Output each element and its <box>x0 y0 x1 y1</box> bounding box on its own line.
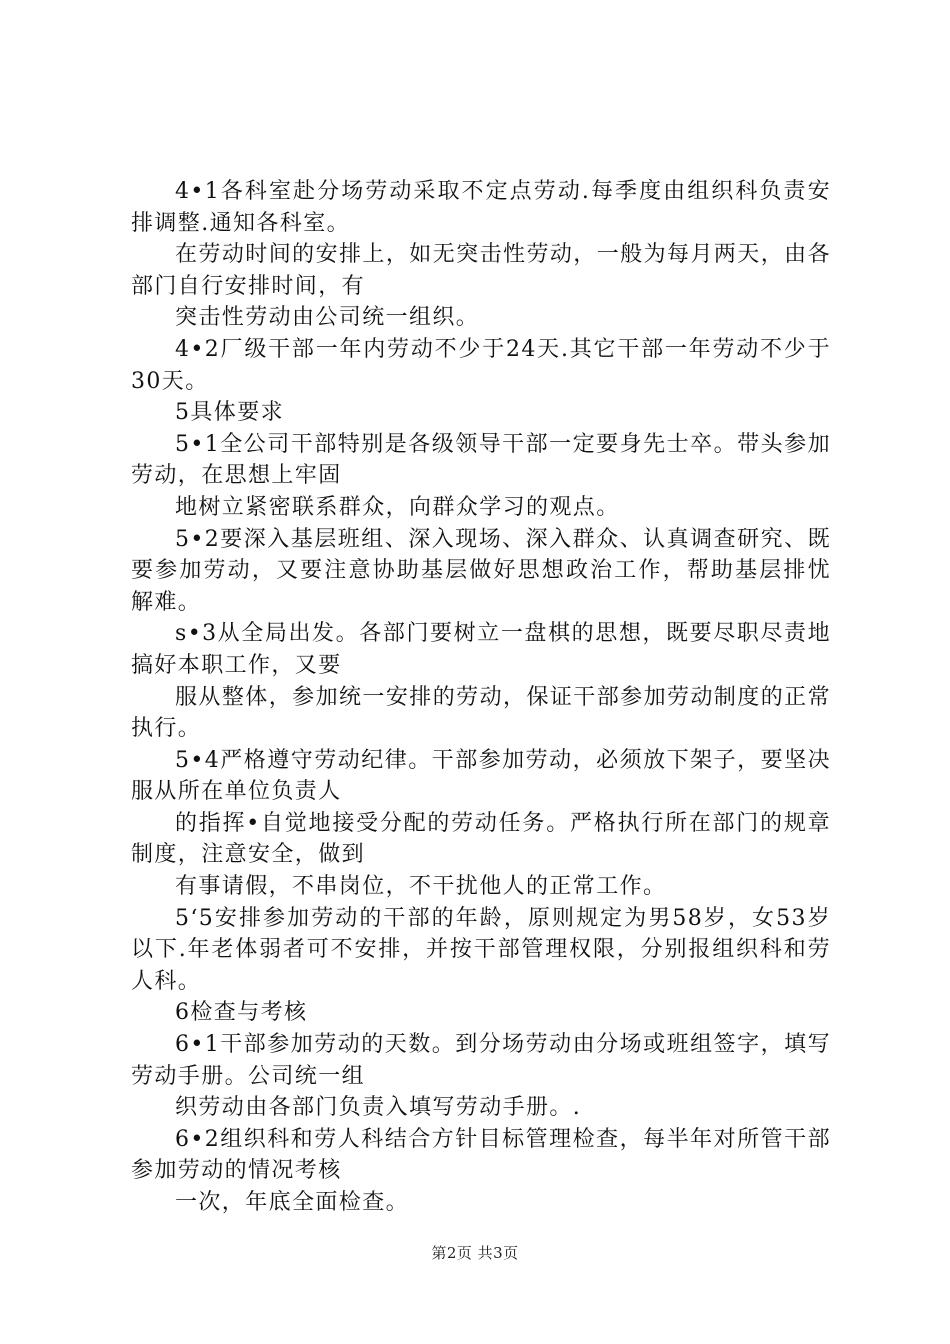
paragraph: 突击性劳动由公司统一组织。 <box>175 305 480 331</box>
paragraph: 5•1全公司干部特别是各级领导干部一定要身先士卒。带头参加劳动，在思想上牢固 <box>131 431 831 489</box>
paragraph: s•3从全局出发。各部门要树立一盘棋的思想，既要尽职尽责地搞好本职工作，又要 <box>131 621 831 678</box>
section-heading: 6检查与考核 <box>175 1000 308 1026</box>
paragraph: 有事请假，不串岗位，不干扰他人的正常工作。 <box>175 874 667 900</box>
paragraph: 在劳动时间的安排上，如无突击性劳动，一般为每月两天，由各部门自行安排时间，有 <box>131 242 831 299</box>
paragraph: 5•4严格遵守劳动纪律。干部参加劳动，必须放下架子，要坚决服从所在单位负责人 <box>131 747 831 805</box>
paragraph: 6•2组织科和劳人科结合方针目标管理检查，每半年对所管干部参加劳动的情况考核 <box>131 1126 831 1184</box>
paragraph: 5•2要深入基层班组、深入现场、深入群众、认真调查研究、既要参加劳动，又要注意协助基层做好思想政治工作，帮助基层排忧解难。 <box>131 526 831 615</box>
section-heading: 5具体要求 <box>175 400 284 426</box>
paragraph: 织劳动由各部门负责入填写劳动手册。. <box>175 1095 582 1121</box>
paragraph: 地树立紧密联系群众，向群众学习的观点。 <box>175 494 620 520</box>
paragraph: 6•1干部参加劳动的天数。到分场劳动由分场或班组签字，填写劳动手册。公司统一组 <box>131 1032 831 1089</box>
paragraph: 一次，年底全面检查。 <box>175 1190 410 1215</box>
page-number-footer: 第2页 共3页 <box>431 1244 519 1262</box>
paragraph: 5‘5安排参加劳动的干部的年龄，原则规定为男58岁，女53岁以下.年老体弱者可不安排，并按干部管理权限，分别报组织科和劳人科。 <box>131 905 831 994</box>
paragraph: 4•1各科室赴分场劳动采取不定点劳动.每季度由组织科负责安排调整.通知各科室。 <box>131 179 831 236</box>
document-body <box>131 176 831 1219</box>
paragraph: 4•2厂级干部一年内劳动不少于24天.其它干部一年劳动不少于30天。 <box>131 336 831 394</box>
paragraph: 服从整体，参加统一安排的劳动，保证干部参加劳动制度的正常执行。 <box>131 684 831 742</box>
paragraph: 的指挥•自觉地接受分配的劳动任务。严格执行所在部门的规章制度，注意安全，做到 <box>131 810 831 868</box>
